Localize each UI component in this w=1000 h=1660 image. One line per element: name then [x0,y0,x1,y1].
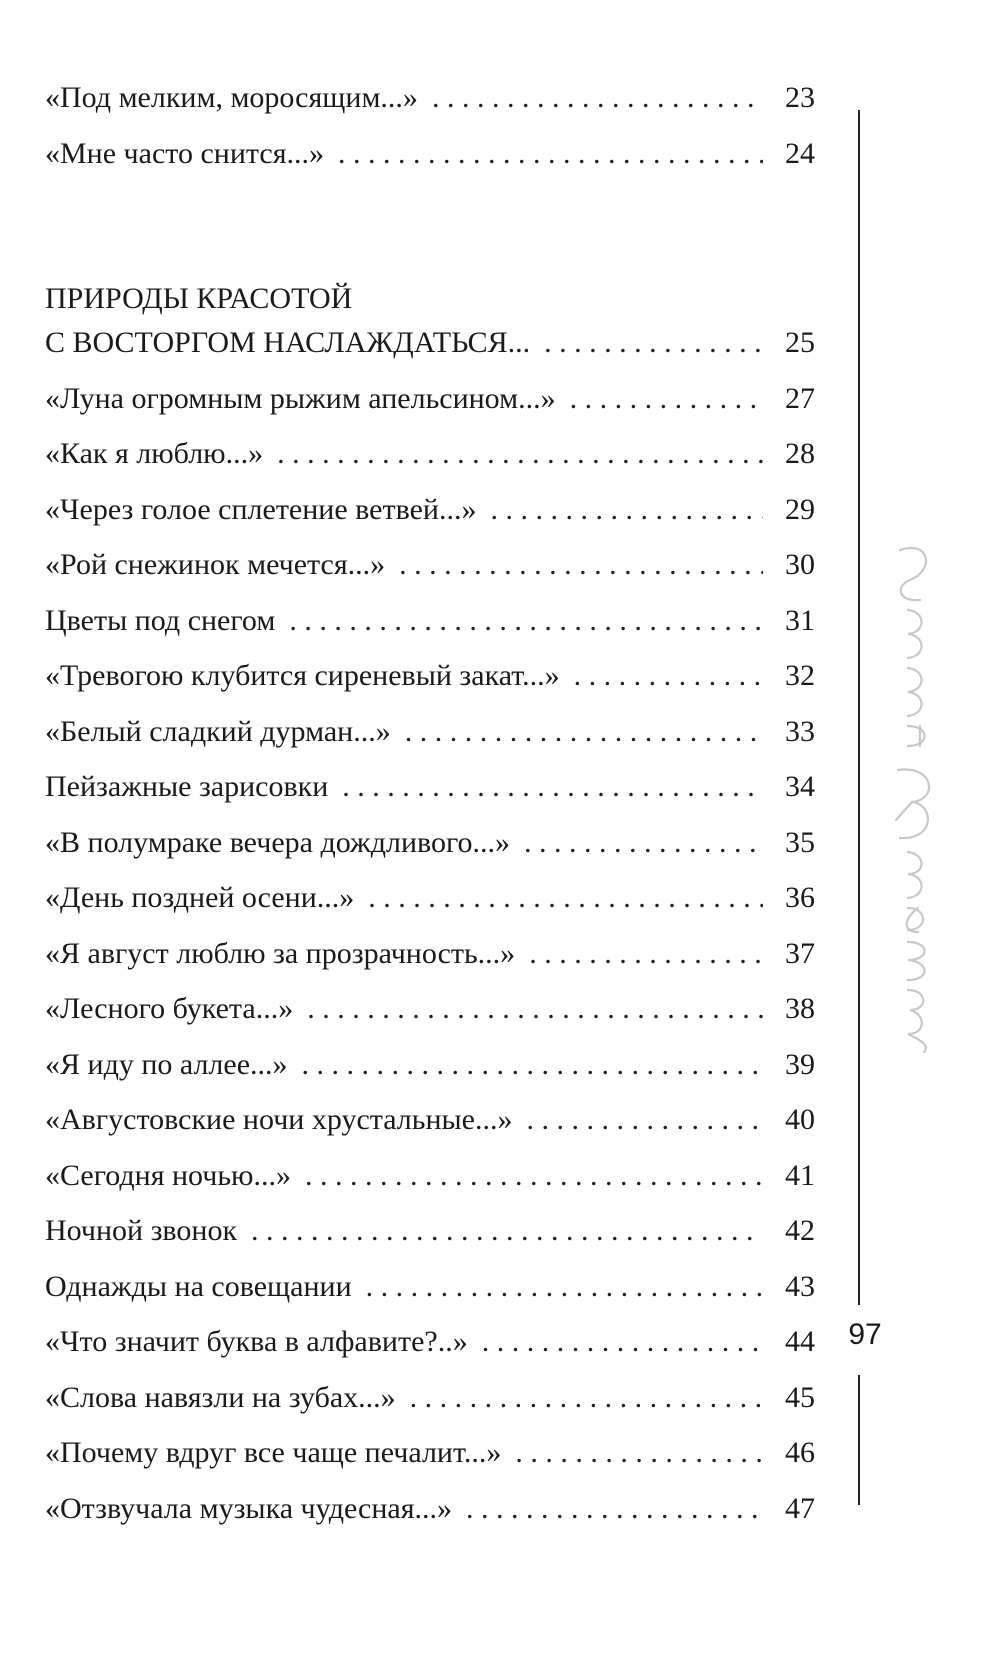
author-signature-watermark [890,540,940,1060]
dot-leader [305,1156,763,1196]
margin-rule-bottom [858,1375,860,1505]
toc-entry [45,934,815,990]
toc-entry-title: «Белый сладкий дурман...» [45,714,391,748]
toc-entry-page: 44 [785,1325,815,1358]
toc-entry [45,379,815,435]
toc-entry [45,1211,815,1267]
signature-text: Ирина Королева [890,540,897,541]
toc-entry-title: «Под мелким, моросящим...» [45,81,418,114]
toc-entry-title: «Рой снежинок мечется...» [45,548,386,581]
dot-leader [366,1267,763,1307]
toc-entry-title: «Через голое сплетение ветвей...» [45,492,477,526]
toc-entry-page: 35 [785,825,815,859]
margin-rule-top [858,110,860,1305]
toc-entry-title: «Сегодня ночью...» [45,1158,291,1192]
toc-entry-title: «В полумраке вечера дождливого...» [45,825,511,859]
dot-leader [482,1322,763,1362]
toc-entry [45,1433,815,1489]
toc-entry [45,878,815,934]
toc-entry-title: «Мне часто снится...» [45,136,324,170]
toc-entry-page: 28 [785,437,815,470]
toc-entry-page: 37 [785,936,815,970]
dot-leader [466,1489,763,1529]
toc-entry [45,1156,815,1212]
page-number: 97 [848,1318,882,1351]
toc-entry-page: 34 [785,770,815,803]
table-of-contents [45,78,815,1544]
dot-leader [524,823,763,863]
section-heading-line1: ПРИРОДЫ КРАСОТОЙ [45,282,353,315]
dot-leader [527,1100,764,1140]
toc-entry [45,1378,815,1434]
toc-entry [45,823,815,879]
dot-leader [405,712,763,752]
toc-entry-page: 30 [785,548,815,581]
toc-section-entries [45,379,815,1545]
toc-entry-title: Однажды на совещании [45,1269,352,1303]
toc-entry [45,601,815,657]
toc-entry [45,434,815,490]
section-heading-entry [45,323,815,379]
toc-entry-page: 45 [785,1380,815,1414]
dot-leader [342,767,763,807]
toc-entry-title: «Я август люблю за прозрачность...» [45,936,516,970]
toc-entry-page: 40 [785,1103,815,1136]
toc-entry-title: Пейзажные зарисовки [45,770,329,803]
toc-entry-page: 23 [785,81,815,114]
toc-entry-page: 39 [785,1047,815,1081]
toc-entry-title: Ночной звонок [45,1214,238,1247]
dot-leader [307,989,763,1029]
section-gap [45,189,815,279]
toc-entry-title: «Слова навязли на зубах...» [45,1380,396,1414]
toc-entry-title: «Луна огромным рыжим апельсином...» [45,381,556,415]
dot-leader [410,1378,763,1418]
dot-leader [302,1045,763,1085]
toc-entry [45,490,815,546]
toc-entry-page: 43 [785,1269,815,1303]
toc-entry [45,545,815,601]
dot-leader [529,934,763,974]
toc-entry [45,1322,815,1378]
toc-entry [45,1045,815,1101]
dot-leader [574,656,763,696]
toc-entry [45,1100,815,1156]
toc-entry-page: 31 [785,603,815,637]
dot-leader [490,490,763,530]
toc-entry [45,78,815,134]
dot-leader [432,78,763,118]
toc-entry [45,134,815,190]
toc-entry-page: 47 [785,1491,815,1525]
toc-entry-title: «Что значит буква в алфавите?..» [45,1325,468,1358]
toc-entry-title: «Почему вдруг все чаще печалит...» [45,1436,502,1469]
toc-entry [45,1489,815,1545]
toc-entry-title: Цветы под снегом [45,603,276,637]
dot-leader [338,134,763,174]
dot-leader [289,601,763,641]
dot-leader [251,1211,763,1251]
toc-entry-page: 36 [785,881,815,914]
toc-entry-page: 27 [785,381,815,415]
toc-entry-page: 32 [785,659,815,692]
dot-leader [277,434,763,474]
dot-leader [544,323,763,363]
dot-leader [368,878,763,918]
toc-entry [45,712,815,768]
dot-leader [399,545,763,585]
toc-entry-title: «Я иду по аллее...» [45,1047,288,1081]
dot-leader [515,1433,763,1473]
toc-entry-page: 29 [785,492,815,526]
toc-entry [45,1267,815,1323]
dot-leader [570,379,763,419]
toc-entry-page: 46 [785,1436,815,1469]
toc-entry-title: «Августовские ночи хрустальные...» [45,1103,513,1136]
toc-entry [45,767,815,823]
toc-entry-page: 41 [785,1158,815,1192]
toc-entry-title: «Тревогою клубится сиреневый закат...» [45,659,560,692]
toc-entry [45,656,815,712]
toc-entry-page: 38 [785,992,815,1025]
toc-entry-title: «Отзвучала музыка чудесная...» [45,1491,453,1525]
toc-entry-page: 33 [785,714,815,748]
toc-entry-title: «Лесного букета...» [45,992,294,1025]
toc-entry-title: «Как я люблю...» [45,437,264,470]
section-heading-page: 25 [785,326,815,359]
toc-entry [45,989,815,1045]
section-heading-line2: С ВОСТОРГОМ НАСЛАЖДАТЬСЯ... [45,326,531,359]
toc-entry-page: 24 [785,136,815,170]
toc-entry-page: 42 [785,1214,815,1247]
toc-entry-title: «День поздней осени...» [45,881,355,914]
